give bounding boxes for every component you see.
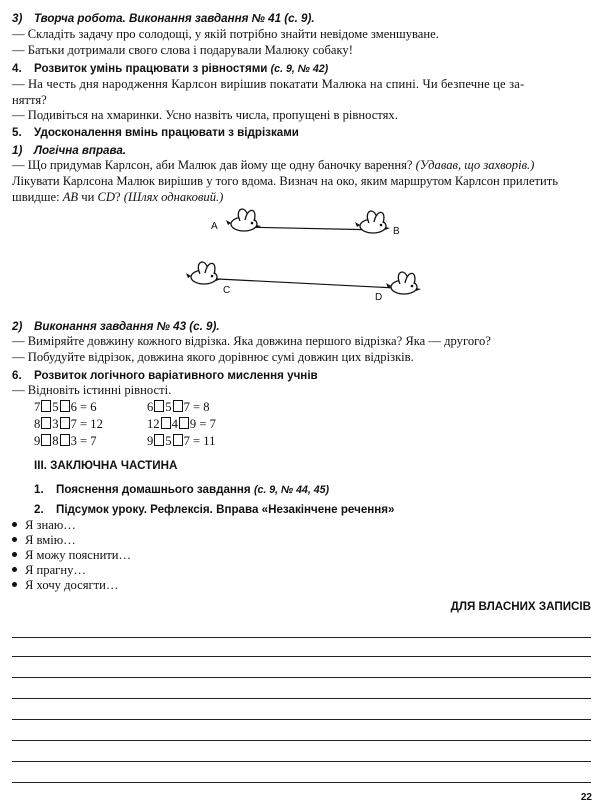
equation [34, 399, 97, 415]
list-item-text: Я знаю… [25, 518, 76, 532]
blank-box[interactable] [60, 434, 70, 446]
blank-box[interactable] [173, 434, 183, 446]
subsection-heading [12, 320, 220, 334]
text-line: Лікувати Карлсона Малюк вирішив у того вдома. Визнач на око, яким маршрутом Карлсон прилетить [12, 174, 559, 188]
subsection-heading [12, 144, 126, 158]
section-4-heading [12, 62, 328, 76]
text-span: чи [81, 190, 95, 204]
equation-number: 7 [183, 434, 190, 448]
segments-illustration [0, 200, 600, 310]
bullet-icon [12, 582, 17, 587]
equation-result: = 8 [193, 400, 210, 414]
equation-number: 6 [70, 400, 77, 414]
text-line: — На честь дня народження Карлсон вирішив покатати Малюка на спині. Чи безпечне це за- [12, 77, 525, 91]
section-number: 6. [12, 369, 22, 382]
subsection-title: Виконання завдання № 43 (с. 9). [34, 320, 220, 333]
equation-number: 9 [189, 417, 197, 431]
list-item [12, 533, 76, 548]
bird-icon [386, 272, 421, 294]
notes-heading: ДЛЯ ВЛАСНИХ ЗАПИСІВ [450, 600, 591, 613]
writing-line[interactable] [12, 740, 591, 741]
text-line: — Батьки дотримали свого слова і подарували Малюку собаку! [12, 43, 353, 57]
equation-number: 7 [70, 417, 77, 431]
section-number: 3) [12, 12, 23, 25]
equation-result: = 7 [80, 434, 97, 448]
equation-number: 6 [147, 400, 154, 414]
section-5-heading [12, 126, 299, 140]
section-3-heading [12, 12, 315, 26]
section-title: Розвиток логічного варіативного мислення учнів [34, 369, 318, 382]
list-item-text: Я можу пояснити… [25, 548, 132, 562]
section-title: Удосконалення вмінь працювати з відрізками [34, 126, 299, 139]
section-number: 4. [12, 62, 22, 75]
equation-number: 7 [183, 400, 190, 414]
text-span: швидше: [12, 190, 60, 204]
equation-number: 8 [52, 434, 59, 448]
blank-box[interactable] [154, 434, 164, 446]
subsection-number: 1) [12, 144, 23, 157]
blank-box[interactable] [41, 434, 51, 446]
blank-box[interactable] [154, 400, 164, 412]
bullet-icon [12, 567, 17, 572]
equation-number: 9 [34, 434, 41, 448]
text-line: — Подивіться на хмаринки. Усно назвіть числа, пропущені в рівностях. [12, 108, 398, 122]
final-item-heading [34, 483, 329, 497]
writing-line[interactable] [12, 698, 591, 699]
section-number: 5. [12, 126, 22, 139]
bullet-icon [12, 537, 17, 542]
text-line: — Побудуйте відрізок, довжина якого дорівнює сумі довжин цих відрізків. [12, 350, 414, 364]
subsection-number: 2) [12, 320, 23, 333]
blank-box[interactable] [41, 400, 51, 412]
writing-line[interactable] [12, 677, 591, 678]
equation-number: 12 [147, 417, 160, 431]
text-span: ? [115, 190, 121, 204]
list-item-text: Я вмію… [25, 533, 76, 547]
point-label-a: A [211, 221, 218, 232]
equation-number: 8 [34, 417, 41, 431]
item-reference: (с. 9, № 44, 45) [253, 484, 330, 496]
bird-icon [226, 209, 261, 231]
subsection-title: Логічна вправа. [34, 144, 127, 157]
point-label-d: D [375, 292, 383, 303]
text-line: — Складіть задачу про солодощі, у якій потрібно знайти невідоме зменшуване. [12, 27, 439, 41]
list-item [12, 563, 86, 578]
writing-line[interactable] [12, 637, 591, 638]
equation-number: 5 [52, 400, 59, 414]
point-label-c: C [223, 285, 231, 296]
section-reference: (с. 9, № 42) [270, 63, 329, 75]
equation [34, 416, 103, 432]
equation-number: 7 [34, 400, 41, 414]
bullet-icon [12, 552, 17, 557]
equation-result: = 12 [80, 417, 103, 431]
list-item-text: Я хочу досягти… [25, 578, 119, 592]
equation-number: 9 [147, 434, 154, 448]
blank-box[interactable] [60, 400, 70, 412]
text-line: — Відновіть істинні рівності. [12, 383, 172, 397]
segment-name: AB [62, 190, 79, 204]
writing-line[interactable] [12, 719, 591, 720]
item-title: Пояснення домашнього завдання [56, 483, 251, 496]
text-line: — Виміряйте довжину кожного відрізка. Яка довжина першого відрізка? Яка — другого? [12, 334, 491, 348]
equation-number: 4 [171, 417, 178, 431]
equation-number: 5 [165, 434, 172, 448]
segment-cd [186, 262, 421, 303]
list-item [12, 578, 119, 593]
equation-result: = 11 [193, 434, 216, 448]
list-item [12, 548, 131, 563]
page-number: 22 [580, 792, 592, 803]
point-label-b: B [393, 226, 400, 237]
blank-box[interactable] [41, 417, 51, 429]
section-title: Творча робота. Виконання завдання № 41 (с. 9). [34, 12, 315, 25]
equation-number: 5 [165, 400, 172, 414]
equation-number: 3 [52, 417, 59, 431]
item-title: Підсумок уроку. Рефлексія. Вправа «Незакінчене речення» [56, 503, 395, 516]
final-item-heading [34, 503, 395, 517]
text-line: няття? [12, 93, 47, 107]
segment-ab [211, 209, 400, 237]
blank-box[interactable] [173, 400, 183, 412]
equation-result: = 6 [80, 400, 97, 414]
item-number: 1. [34, 483, 44, 496]
blank-box[interactable] [179, 417, 189, 429]
answer-italic: (Удавав, що захворів.) [415, 158, 535, 172]
blank-box[interactable] [161, 417, 171, 429]
equation [147, 399, 210, 415]
writing-line[interactable] [12, 656, 591, 657]
equation [147, 433, 215, 449]
equation-result: = 7 [199, 417, 216, 431]
answer-italic: (Шлях однаковий.) [123, 190, 224, 204]
equation [147, 416, 216, 432]
section-title: Розвиток умінь працювати з рівностями [34, 62, 268, 75]
blank-box[interactable] [60, 417, 70, 429]
equation [34, 433, 97, 449]
list-item [12, 518, 76, 533]
writing-line[interactable] [12, 761, 591, 762]
bullet-icon [12, 522, 17, 527]
list-item-text: Я прагну… [25, 563, 86, 577]
writing-line[interactable] [12, 782, 591, 783]
part-heading: III. ЗАКЛЮЧНА ЧАСТИНА [34, 459, 178, 472]
item-number: 2. [34, 503, 44, 516]
section-6-heading [12, 369, 318, 383]
segment-name: CD [97, 190, 116, 204]
bird-icon [186, 262, 221, 284]
text-line [12, 158, 534, 174]
equation-number: 3 [70, 434, 77, 448]
text-span: — Що придумав Карлсон, аби Малюк дав йому ще одну баночку варення? [12, 158, 413, 172]
